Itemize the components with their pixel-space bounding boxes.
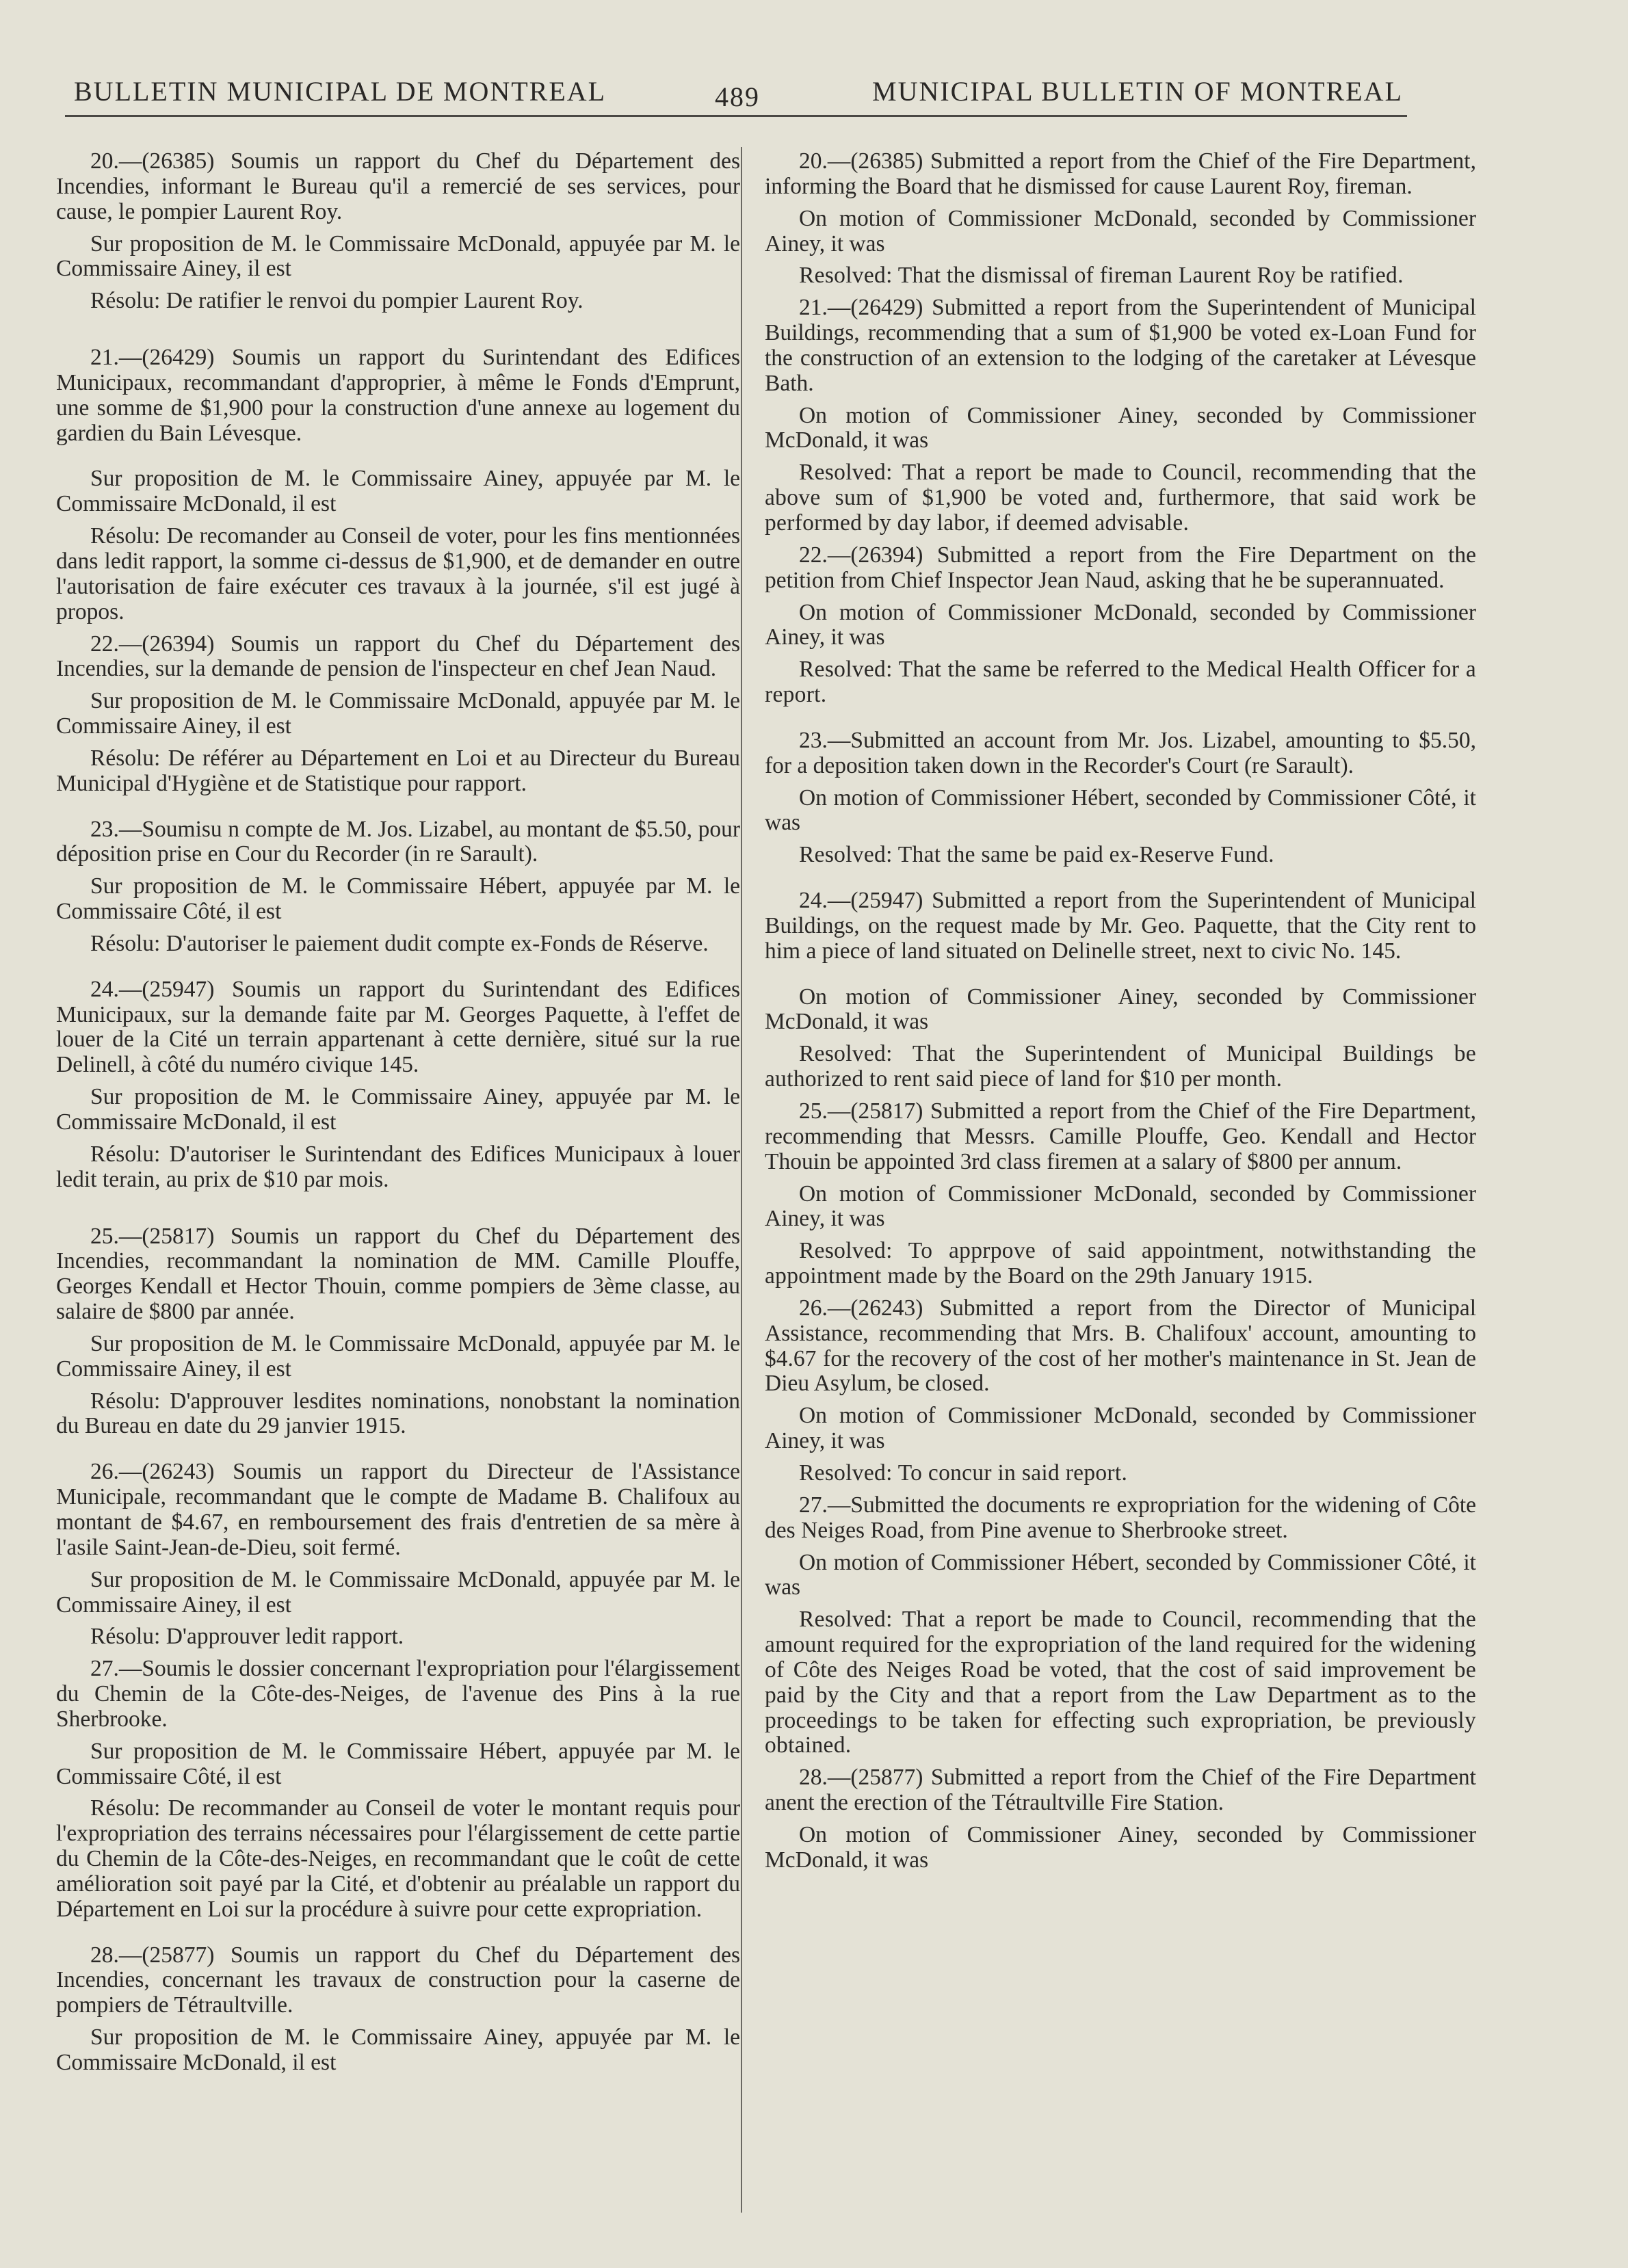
motion-27-en: On motion of Commissioner Hébert, seconded by Commissioner Côté, it was (765, 1549, 1476, 1600)
item-24-en: 24.—(25947) Submitted a report from the Superintendent of Municipal Buildings, on the request made by Mr. Geo. Paquette, that the City rent to him a piece of land situated on Delinelle street, next to civic No. 145. (765, 888, 1476, 964)
item-25-fr: 25.—(25817) Soumis un rapport du Chef du Département des Incendies, recommandant la nomination de MM. Camille Plouffe, Georges Kendall et Hector Thouin, comme pompiers de 3ème classe, au salaire de $800 par année. (56, 1223, 740, 1325)
motion-28-fr: Sur proposition de M. le Commissaire Ainey, appuyée par M. le Commissaire McDonald, il est (56, 2025, 740, 2075)
motion-22-fr: Sur proposition de M. le Commissaire McDonald, appuyée par M. le Commissaire Ainey, il est (56, 688, 740, 739)
resolution-22-en: Resolved: That the same be referred to the Medical Health Officer for a report. (765, 657, 1476, 708)
motion-25-en: On motion of Commissioner McDonald, seconded by Commissioner Ainey, it was (765, 1181, 1476, 1232)
resolution-23-en: Resolved: That the same be paid ex-Reserve Fund. (799, 842, 1274, 868)
motion-21-en: On motion of Commissioner Ainey, seconded by Commissioner McDonald, it was (765, 402, 1476, 453)
resolution-27-fr: Résolu: De recommander au Conseil de voter le montant requis pour l'expropriation des terrains nécessaires pour l'élargissement de cette partie du Chemin de la Côte-des-Neiges, en recommandant que le coût de cette amélioration soit payé par la Cité, et d'obtenir au préalable un rapport du Département en Loi sur la procédure à suivre pour cette expropriation. (56, 1795, 740, 1922)
item-28-en: 28.—(25877) Submitted a report from the Chief of the Fire Department anent the erection of the Tétraultville Fire Station. (765, 1765, 1476, 1816)
item-26-en: 26.—(26243) Submitted a report from the Director of Municipal Assistance, recommending that Mrs. B. Chalifoux' account, amounting to $4.67 for the recovery of the cost of her mother's maintenance in St. Jean de Dieu Asylum, be closed. (765, 1295, 1476, 1397)
resolution-22-fr: Résolu: De référer au Département en Loi et au Directeur du Bureau Municipal d'Hygiène et de Statistique pour rapport. (56, 745, 740, 796)
resolution-20-en: Resolved: That the dismissal of fireman Laurent Roy be ratified. (799, 263, 1404, 289)
motion-20-fr: Sur proposition de M. le Commissaire McDonald, appuyée par M. le Commissaire Ainey, il est (56, 230, 740, 282)
resolution-24-fr: Résolu: D'autoriser le Surintendant des Edifices Municipaux à louer ledit terain, au prix de $10 par mois. (56, 1141, 740, 1192)
motion-26-en: On motion of Commissioner McDonald, seconded by Commissioner Ainey, it was (765, 1403, 1476, 1454)
resolution-21-fr: Résolu: De recomander au Conseil de voter, pour les fins mentionnées dans ledit rapport, la somme ci-dessus de $1,900, et de demander en outre l'autorisation de faire exécuter ces travaux à la journée, s'il est jugé à propos. (56, 523, 740, 624)
item-27-en: 27.—Submitted the documents re expropriation for the widening of Côte des Neiges Road, from Pine avenue to Sherbrooke street. (765, 1492, 1476, 1543)
column-divider (741, 147, 742, 2213)
resolution-27-en: Resolved: That a report be made to Council, recommending that the amount required for the expropriation of the land required for the widening of Côte des Neiges Road be voted, that the cost of said improvement be paid by the City and that a report from the Law Department as to the proceedings to be taken for effecting such expropriation, be previously obtained. (765, 1607, 1476, 1758)
motion-27-fr: Sur proposition de M. le Commissaire Hébert, appuyée par M. le Commissaire Côté, il est (56, 1738, 740, 1789)
item-22-fr: 22.—(26394) Soumis un rapport du Chef du Département des Incendies, sur la demande de pension de l'inspecteur en chef Jean Naud. (56, 631, 740, 682)
item-26-fr: 26.—(26243) Soumis un rapport du Directeur de l'Assistance Municipale, recommandant que le compte de Madame B. Chalifoux au montant de $4.67, en remboursement des frais d'entretien de sa mère à l'asile Saint-Jean-de-Dieu, soit fermé. (56, 1459, 740, 1560)
motion-24-en: On motion of Commissioner Ainey, seconded by Commissioner McDonald, it was (765, 984, 1476, 1035)
running-header-french: BULLETIN MUNICIPAL DE MONTREAL (74, 76, 607, 107)
motion-21-fr: Sur proposition de M. le Commissaire Ainey, appuyée par M. le Commissaire McDonald, il est (56, 466, 740, 517)
resolution-26-en: Resolved: To concur in said report. (799, 1460, 1128, 1486)
item-25-en: 25.—(25817) Submitted a report from the Chief of the Fire Department, recommending that Messrs. Camille Plouffe, Geo. Kendall and Hector Thouin be appointed 3rd class firemen at a salary of $800 per annum. (765, 1098, 1476, 1174)
motion-23-fr: Sur proposition de M. le Commissaire Hébert, appuyée par M. le Commissaire Côté, il est (56, 873, 740, 925)
item-20-fr: 20.—(26385) Soumis un rapport du Chef du Département des Incendies, informant le Bureau qu'il a remercié de ses services, pour cause, le pompier Laurent Roy. (56, 148, 740, 224)
english-column (765, 149, 1476, 1880)
page-number: 489 (715, 81, 760, 112)
item-20-en: 20.—(26385) Submitted a report from the Chief of the Fire Department, informing the Board that he dismissed for cause Laurent Roy, fireman. (765, 148, 1476, 199)
motion-26-fr: Sur proposition de M. le Commissaire McDonald, appuyée par M. le Commissaire Ainey, il est (56, 1566, 740, 1618)
motion-22-en: On motion of Commissioner McDonald, seconded by Commissioner Ainey, it was (765, 599, 1476, 650)
item-24-fr: 24.—(25947) Soumis un rapport du Surintendant des Edifices Municipaux, sur la demande faite par M. Georges Paquette, à l'effet de louer de la Cité un terrain appartenant à cette dernière, situé sur la rue Delinell, à côté du numéro civique 145. (56, 976, 740, 1078)
item-23-en: 23.—Submitted an account from Mr. Jos. Lizabel, amounting to $5.50, for a deposition taken down in the Recorder's Court (re Sarault). (765, 727, 1476, 778)
item-27-fr: 27.—Soumis le dossier concernant l'expropriation pour l'élargissement du Chemin de la Côte-des-Neiges, de l'avenue des Pins à la rue Sherbrooke. (56, 1656, 740, 1732)
motion-20-en: On motion of Commissioner McDonald, seconded by Commissioner Ainey, it was (765, 205, 1476, 256)
motion-24-fr: Sur proposition de M. le Commissaire Ainey, appuyée par M. le Commissaire McDonald, il est (56, 1084, 740, 1135)
french-column (56, 149, 740, 2083)
item-28-fr: 28.—(25877) Soumis un rapport du Chef du Département des Incendies, concernant les travaux de construction pour la caserne de pompiers de Tétraultville. (56, 1942, 740, 2018)
item-22-en: 22.—(26394) Submitted a report from the Fire Department on the petition from Chief Inspector Jean Naud, asking that he be superannuated. (765, 542, 1476, 593)
running-header-english: MUNICIPAL BULLETIN OF MONTREAL (872, 76, 1403, 107)
resolution-21-en: Resolved: That a report be made to Council, recommending that the above sum of $1,900 be voted and, furthermore, that said work be performed by day labor, if deemed advisable. (765, 460, 1476, 536)
resolution-23-fr: Résolu: D'autoriser le paiement dudit compte ex-Fonds de Réserve. (90, 930, 709, 956)
resolution-24-en: Resolved: That the Superintendent of Municipal Buildings be authorized to rent said piece of land for $10 per month. (765, 1041, 1476, 1092)
header-rule (65, 115, 1407, 117)
resolution-26-fr: Résolu: D'approuver ledit rapport. (90, 1624, 404, 1650)
item-21-fr: 21.—(26429) Soumis un rapport du Surintendant des Edifices Municipaux, recommandant d'approprier, à même le Fonds d'Emprunt, une somme de $1,900 pour la construction d'une annexe au logement du gardien du Bain Lévesque. (56, 345, 740, 446)
motion-23-en: On motion of Commissioner Hébert, seconded by Commissioner Côté, it was (765, 784, 1476, 836)
item-23-fr: 23.—Soumisu n compte de M. Jos. Lizabel, au montant de $5.50, pour déposition prise en Cour du Recorder (in re Sarault). (56, 816, 740, 867)
item-21-en: 21.—(26429) Submitted a report from the Superintendent of Municipal Buildings, recommending that a sum of $1,900 be voted ex-Loan Fund for the construction of an extension to the lodging of the caretaker at Lévesque Bath. (765, 295, 1476, 396)
resolution-25-en: Resolved: To apprpove of said appointment, notwithstanding the appointment made by the Board on the 29th January 1915. (765, 1238, 1476, 1289)
resolution-20-fr: Résolu: De ratifier le renvoi du pompier Laurent Roy. (90, 288, 583, 314)
resolution-25-fr: Résolu: D'approuver lesdites nominations, nonobstant la nomination du Bureau en date du 29 janvier 1915. (56, 1388, 740, 1439)
motion-28-en: On motion of Commissioner Ainey, seconded by Commissioner McDonald, it was (765, 1821, 1476, 1873)
motion-25-fr: Sur proposition de M. le Commissaire McDonald, appuyée par M. le Commissaire Ainey, il est (56, 1330, 740, 1382)
